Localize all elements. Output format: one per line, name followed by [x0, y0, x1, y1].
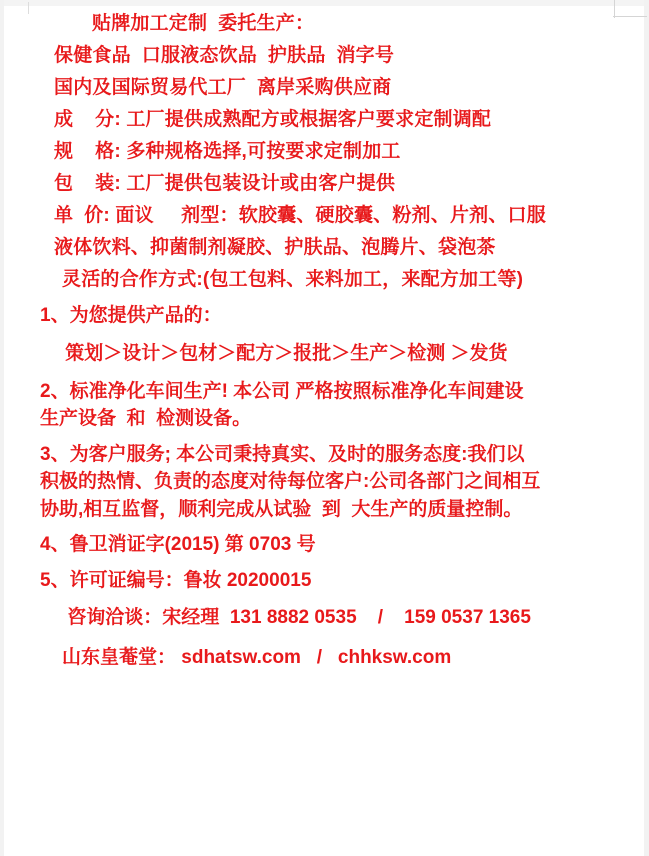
- list-item-2-title: 标准净化车间生产! 本公司 严格按照标准净化车间建设: [69, 380, 524, 402]
- product-categories-line-2: 国内及国际贸易代工厂 离岸采购供应商: [54, 77, 392, 98]
- list-item-5-license-number: 许可证编号：鲁妆 20200015: [69, 569, 312, 591]
- list-item-1-title: 为您提供产品的：: [69, 305, 222, 326]
- document-heading: 贴牌加工定制 委托生产：: [92, 13, 315, 34]
- product-categories-line-1: 保健食品 口服液态饮品 护肤品 消字号: [54, 45, 395, 66]
- list-item-3-title: 为客户服务; 本公司秉持真实、及时的服务态度:我们以: [69, 443, 525, 465]
- list-item-3-number: 3、: [40, 443, 70, 465]
- list-item-5: [40, 567, 635, 595]
- list-item-1: [40, 302, 635, 330]
- list-item-2-number: 2、: [40, 380, 70, 402]
- spec-row-packaging: 包 装: 工厂提供包装设计或由客户提供: [54, 173, 396, 194]
- list-item-1-number: 1、: [40, 305, 70, 326]
- list-item-2: [40, 378, 635, 433]
- list-item-4-number: 4、: [40, 534, 70, 556]
- list-item-4-license-hygiene: 鲁卫消证字(2015) 第 0703 号: [69, 534, 316, 556]
- list-item-3-sub-2: 协助,相互监督，顺利完成从试验 到 大生产的质量控制。: [40, 498, 523, 520]
- spec-row-ingredients: 成 分: 工厂提供成熟配方或根据客户要求定制调配: [54, 109, 492, 130]
- production-flow-steps: 策划＞设计＞包材＞配方＞报批＞生产＞检测 ＞发货: [60, 342, 508, 364]
- list-item-2-sub-1: 生产设备 和 检测设备。: [40, 408, 252, 430]
- company-and-website[interactable]: 山东皇菴堂： sdhatsw.com / chhksw.com: [62, 647, 452, 669]
- list-item-3: [40, 441, 635, 524]
- cooperation-modes: 灵活的合作方式:(包工包料、来料加工，来配方加工等): [62, 269, 524, 290]
- price-and-dosage-line-2: 液体饮料、抑菌制剂凝胶、护肤品、泡腾片、袋泡茶: [54, 237, 496, 258]
- list-item-3-sub-1: 积极的热情、负责的态度对待每位客户:公司各部门之间相互: [40, 471, 541, 493]
- contact-info[interactable]: 咨询洽谈：宋经理 131 8882 0535 / 159 0537 1365: [62, 607, 531, 629]
- list-item-4: [40, 531, 635, 559]
- spec-row-specification: 规 格: 多种规格选择,可按要求定制加工: [54, 141, 401, 162]
- price-and-dosage-line-1: 单 价: 面议 剂型：软胶囊、硬胶囊、粉剂、片剂、口服: [54, 205, 546, 226]
- list-item-5-number: 5、: [40, 569, 70, 591]
